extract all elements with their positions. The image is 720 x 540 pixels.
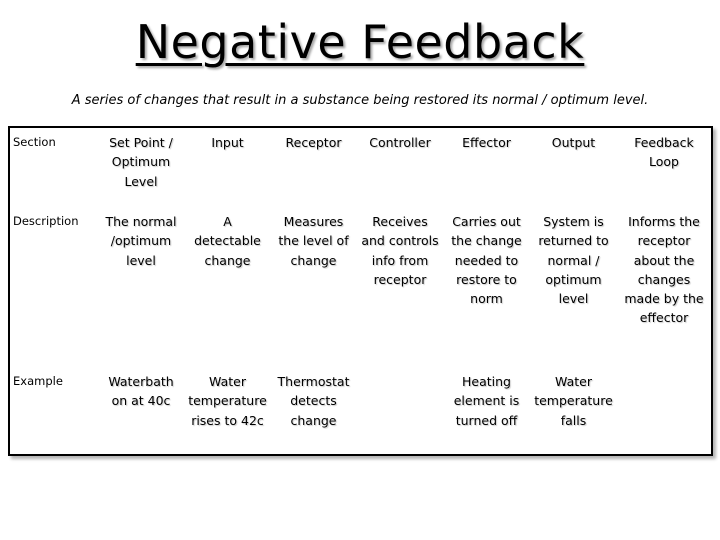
table-header-cell: Effector (462, 135, 511, 150)
table-header-cell: Input (211, 135, 244, 150)
page-title (0, 14, 720, 70)
table-cell: Water temperature rises to 42c (188, 374, 267, 428)
table-cell: Thermostat detects change (277, 374, 350, 428)
page-subtitle: A series of changes that result in a substance being restored its normal / optimum level. (71, 93, 649, 108)
table-row-label: Example (13, 374, 63, 388)
table-cell (357, 367, 443, 455)
table-row-example (9, 367, 712, 455)
table-row-label: Description (13, 214, 79, 228)
table-cell: Informs the receptor about the changes made by the effector (624, 214, 704, 326)
page-title-text: Negative Feedback (135, 15, 585, 69)
table-header-cell: Output (551, 135, 596, 150)
table-header-cell: Section (13, 135, 56, 149)
table-cell: Waterbath on at 40c (108, 374, 174, 409)
table-cell: A detectable change (194, 214, 261, 268)
table-cell: Measures the level of change (278, 214, 349, 268)
table-cell: Receives and controls info from receptor (361, 214, 439, 287)
table-cell: Carries out the change needed to restore to norm (451, 214, 522, 307)
table-row-header (9, 127, 712, 207)
table-cell: Heating element is turned off (453, 374, 520, 428)
table-cell: System is returned to normal / optimum level (538, 214, 609, 307)
table-cell: Water temperature falls (534, 374, 613, 428)
table-cell: The normal /optimum level (105, 214, 177, 268)
table-header-cell: Controller (369, 135, 431, 150)
table-cell (617, 367, 712, 455)
table-header-cell: Receptor (285, 135, 342, 150)
table-row-description (9, 207, 712, 367)
table-header-cell: Feedback Loop (634, 135, 694, 170)
table-header-cell: Set Point / Optimum Level (109, 135, 173, 189)
feedback-table (8, 126, 713, 456)
